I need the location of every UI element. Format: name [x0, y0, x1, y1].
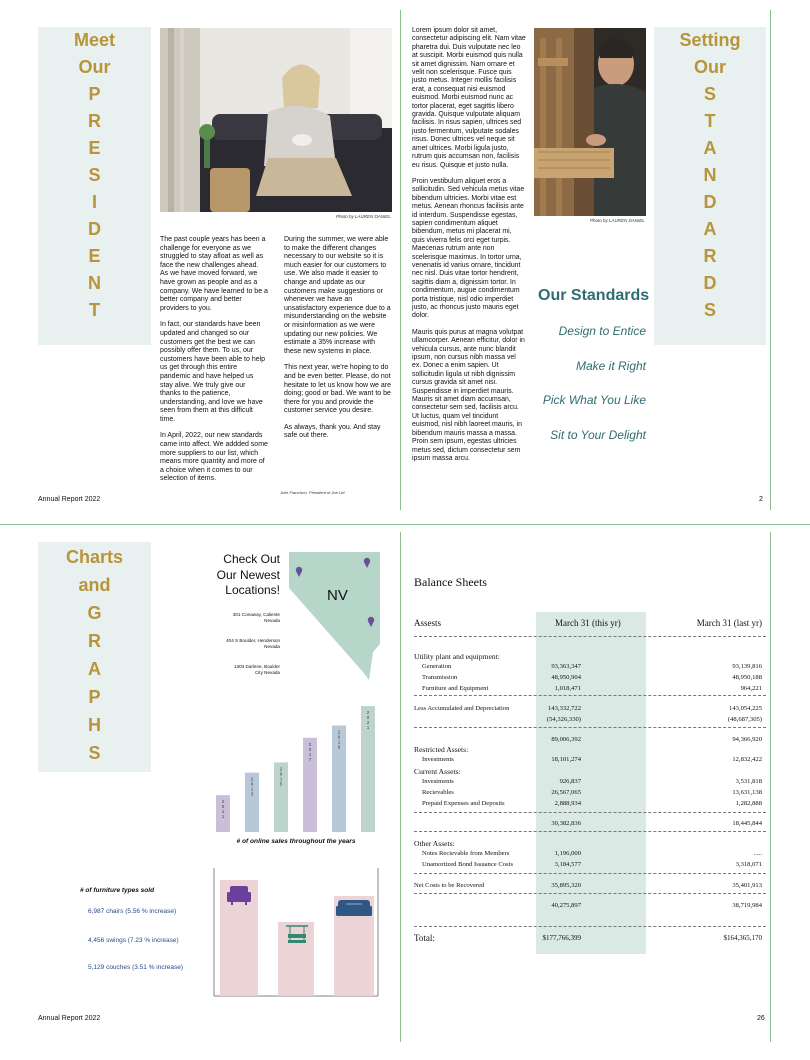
- row-value-this-year: 30,382,836: [551, 820, 581, 827]
- row-value-last-year: 964,221: [740, 685, 762, 692]
- row-label: Restricted Assets:: [414, 745, 469, 754]
- balance-sheet-title: Balance Sheets: [414, 575, 487, 589]
- footer-right-page1: 2: [759, 496, 763, 503]
- article-column-3: [412, 27, 526, 471]
- location-item: 404 S Boulder, Henderson Nevada: [226, 638, 280, 649]
- header-label: Assests: [414, 618, 442, 628]
- right-sidebar: [654, 27, 766, 345]
- row-value-last-year: 143,054,225: [729, 705, 762, 712]
- row-label: Unamortized Bond Issuance Costs: [422, 861, 514, 868]
- standards-title: Our Standards: [538, 287, 650, 304]
- row-value-last-year: 35,401,913: [732, 882, 762, 889]
- row-label: Notes Recievable from Members: [422, 850, 510, 857]
- table-row: [414, 652, 766, 663]
- footer-left-page1: Annual Report 2022: [38, 496, 101, 503]
- table-row: [414, 861, 766, 872]
- footer-right-page2: 26: [757, 1015, 765, 1022]
- row-label: Furniture and Equipment: [422, 685, 489, 692]
- bar-label-2015: 2 0 1 5: [279, 766, 283, 787]
- bar-label-2013: 2 0 1 3: [250, 776, 254, 797]
- row-value-this-year: 926,837: [559, 778, 581, 785]
- paragraph: Lorem ipsum dolor sit amet, consectetur adipiscing elit. Nam vitae pharetra dui. Duis vulputate nec leo at suscipit. Morbi euismod quis nulla sit amet dignissim. Nam ornare et velit non scelerisque. Fusce quis justo metus. Integer mollis facilisis erat, a consequat nisi euismod euismod. Morbi euismod nunc ac tortor placerat, eget sagittis libero gravida. Quisque vulputate aliquam facilisis. In risus sapien, ultrices sed justo fermentum, vulputate sodales risus. Donec ultrices vel neque sit amet ultrices. Morbi ligula justo, rutrum quis accumsan non, facilisis eu risus. Quisque et justo nulla.: [412, 27, 526, 169]
- locations-list: [196, 606, 280, 682]
- standard-item: Make it Right: [575, 359, 646, 373]
- row-label: Current Assets:: [414, 767, 461, 776]
- row-divider: [414, 831, 766, 832]
- row-value-this-year: 89,006,392: [551, 736, 581, 743]
- paragraph: In fact, our standards have been updated and changed so our customers get the best we can possibly offer them. To us, our customers have been able to help us get through this entire pandemic and have helped us stay alive. We truly give our thanks to the patience, understanding, and love we have seen from them at this difficult time.: [160, 321, 266, 423]
- map-label: NV: [327, 587, 348, 604]
- photo-president-credit: Photo by LAUREN DANIEL: [336, 214, 391, 219]
- row-value-last-year: 18,445,844: [732, 820, 762, 827]
- standard-item: Sit to Your Delight: [550, 428, 646, 442]
- left-sidebar: [38, 27, 151, 345]
- furniture-item-chairs: 6,987 chairs (5.56 % increase): [88, 908, 177, 915]
- row-value-last-year: 93,139,816: [732, 663, 762, 670]
- nevada-map: [289, 548, 380, 682]
- location-item: 301 Conaway, Caliente Nevada: [232, 612, 280, 623]
- row-label: Other Assets:: [414, 839, 455, 848]
- standard-item: Design to Entice: [558, 324, 646, 338]
- table-row: [414, 745, 766, 756]
- row-label: Prepaid Expenses and Deposits: [422, 800, 505, 807]
- row-value-this-year: 3,184,577: [554, 861, 581, 868]
- balance-total: [414, 933, 766, 947]
- bar-label-2017: 2 0 1 7: [308, 741, 312, 762]
- couch-icon: [336, 900, 372, 916]
- standards-list: [520, 322, 646, 452]
- photo-craftsman: [534, 28, 646, 216]
- row-value-last-year: (48,687,305): [727, 716, 762, 723]
- row-label: Investments: [422, 778, 454, 785]
- row-divider: [414, 893, 766, 894]
- row-value-this-year: 40,275,897: [551, 902, 581, 909]
- row-value-last-year: 38,719,984: [732, 902, 762, 909]
- row-value-this-year: 48,950,904: [551, 674, 581, 681]
- row-value-last-year: 48,950,188: [732, 674, 762, 681]
- total-col2: $164,365,170: [723, 934, 762, 942]
- location-item: 1303 Darlene, Boulder City Nevada: [234, 664, 280, 675]
- row-label: Utility plant and equipment:: [414, 652, 500, 661]
- header-col2: March 31 (last yr): [696, 618, 762, 628]
- table-row: [414, 820, 766, 831]
- total-label: Total:: [414, 933, 435, 943]
- row-value-last-year: 13,631,138: [732, 789, 762, 796]
- row-label: Investments: [422, 756, 454, 763]
- furniture-item-couches: 5,129 couches (3.51 % increase): [88, 964, 184, 971]
- table-row: [414, 716, 766, 727]
- table-row: [414, 756, 766, 767]
- row-divider: [414, 695, 766, 696]
- paragraph: As always, thank you. And stay safe out there.: [284, 423, 381, 440]
- table-row: [414, 850, 766, 861]
- table-row: [414, 839, 766, 850]
- row-value-this-year: 26,567,065: [551, 789, 581, 796]
- furniture-item-swings: 4,456 swings (7.23 % increase): [88, 937, 179, 944]
- bar-label-2021: 2 0 2 1: [366, 710, 370, 731]
- paragraph: During the summer, we were able to make the different changes necessary to our website so it is much easier for our customers to use. We also made it easier to change and update as our customers make suggestions or whenever we have an unsatisfactory experience due to a misunderstanding on the website or misinformation as we were updating our new policies. We estimate a 35% increase with these new systems in place.: [284, 236, 391, 355]
- row-value-last-year: 94,366,920: [732, 736, 762, 743]
- article-column-1: [160, 236, 268, 492]
- bar-label-2011: 2 0 1 1: [221, 799, 225, 820]
- row-divider: [414, 727, 766, 728]
- article-column-2: [284, 236, 392, 449]
- table-row: [414, 800, 766, 811]
- table-row: [414, 705, 766, 716]
- furniture-chart: [210, 868, 380, 998]
- sidebar-title-setting-our-standards: Setting Our S T A N D A R D S: [679, 30, 741, 320]
- swings-bar: [278, 922, 314, 996]
- row-label: Generation: [422, 663, 452, 670]
- row-value-this-year: 143,332,722: [548, 705, 581, 712]
- total-col1: $177,766,399: [542, 934, 581, 942]
- photo-president: [160, 28, 392, 212]
- row-value-this-year: 1,018,471: [554, 685, 581, 692]
- row-value-this-year: (54,326,330): [546, 716, 581, 723]
- footer-left-page2: Annual Report 2022: [38, 1015, 101, 1022]
- row-label: Transmission: [422, 674, 458, 681]
- paragraph: This next year, we're hoping to do and be even better. Please, do not hesitate to let us know how we are doing; good or bad. We want to be there for you and provide the customer service you desire.: [284, 364, 392, 415]
- online-sales-chart: [208, 688, 388, 848]
- row-label: Less Accumulated and Depreciation: [414, 705, 510, 712]
- paragraph: Proin vestibulum aliquet eros a sollicitudin. Sed vehicula metus vitae bibendum ultricies. Morbi vitae est metus. Aenean rhoncus facilisis ante id interdum. Suspendisse egestas, sapien condimentum aliquet bibendum, metus mi placerat mi, quis viverra felis orci eget turpis. Maecenas rutrum ante non scelerisque maximus. In tortor urna, venenatis id varius ornare, tincidunt nec nisl. Duis vitae tortor hendrerit, sagittis diam a, dignissim tortor. In condimentum, augue condimentum porta tristique, nisl odio imperdiet justo, ac rhoncus justo mauris eget dolor.: [412, 177, 525, 320]
- paragraph: Mauris quis purus at magna volutpat ullamcorper. Aenean efficitur, dolor in vehicula cursus, ante nunc blandit ipsum, non cursus nibh massa vel ex. Donec a enim sapien. Ut sollicitudin ligula ut nibh dignissim cursus gravida sit amet nisi. Suspendisse in imperdiet mauris. Mauris sit amet diam accumsan, consectetur sem sed, facilisis arcu. Ut luctus, quam vel tincidunt euismod, nisl nibh laoreet mauris, in bibendum mauris massa a massa. Proin sem ipsum, egestas ultricies metus sed, dictum consectetur sem ipsum massa arcu.: [412, 328, 525, 462]
- row-label: Recievables: [422, 789, 454, 796]
- row-value-this-year: 1,196,000: [554, 850, 581, 857]
- table-row: [414, 778, 766, 789]
- row-value-last-year: 1,282,888: [735, 800, 762, 807]
- locations-title: Check Out Our Newest Locations!: [216, 552, 280, 597]
- sidebar-title-charts-and-graphs: Charts and G R A P H S: [65, 547, 123, 763]
- row-label: Net Costs to be Recovered: [414, 882, 485, 889]
- table-row: [414, 789, 766, 800]
- table-row: [414, 767, 766, 778]
- row-value-last-year: .....: [753, 850, 762, 857]
- row-value-this-year: 2,888,934: [554, 800, 581, 807]
- photo-craftsman-credit: Photo by LAUREN DANIEL: [590, 218, 645, 223]
- row-divider: [414, 926, 766, 927]
- chart-xlabel: # of online sales throughout the years: [236, 838, 356, 845]
- bar-chart-svg: [208, 688, 388, 848]
- table-row: [414, 882, 766, 893]
- balance-header: [414, 618, 766, 632]
- paragraph: In April, 2022, our new standards came into affect. We addded some more suppliers to our list, which means more quantity and more of a choice when it comes to our selection of items.: [160, 432, 268, 483]
- signature: Julie Francisco, President of Joe Ltd: [280, 490, 345, 495]
- header-col1: March 31 (this yr): [555, 618, 621, 628]
- sidebar-title-meet-our-president: Meet Our P R E S I D E N T: [73, 30, 115, 320]
- table-row: [414, 663, 766, 674]
- table-row: [414, 902, 766, 913]
- standard-item: Pick What You Like: [542, 393, 646, 407]
- charts-sidebar: [38, 542, 151, 772]
- row-value-this-year: 35,895,320: [551, 882, 581, 889]
- bar-label-2019: 2 0 1 9: [337, 729, 341, 750]
- paragraph: The past couple years has been a challenge for everyone as we struggled to stay afloat as well as face the new challenges ahead. As we have moved forward, we have grown as people and as a company. We have learned to be a better company and better providers to you.: [160, 236, 268, 312]
- row-value-this-year: 93,363,347: [551, 663, 581, 670]
- row-value-last-year: 3,531,818: [735, 778, 762, 785]
- row-value-last-year: 3,318,071: [735, 861, 762, 868]
- row-divider: [414, 812, 766, 813]
- row-value-last-year: 12,832,422: [732, 756, 762, 763]
- row-divider: [414, 873, 766, 874]
- row-value-this-year: 18,101,274: [551, 756, 581, 763]
- furniture-title: # of furniture types sold: [80, 887, 155, 894]
- table-row: [414, 674, 766, 685]
